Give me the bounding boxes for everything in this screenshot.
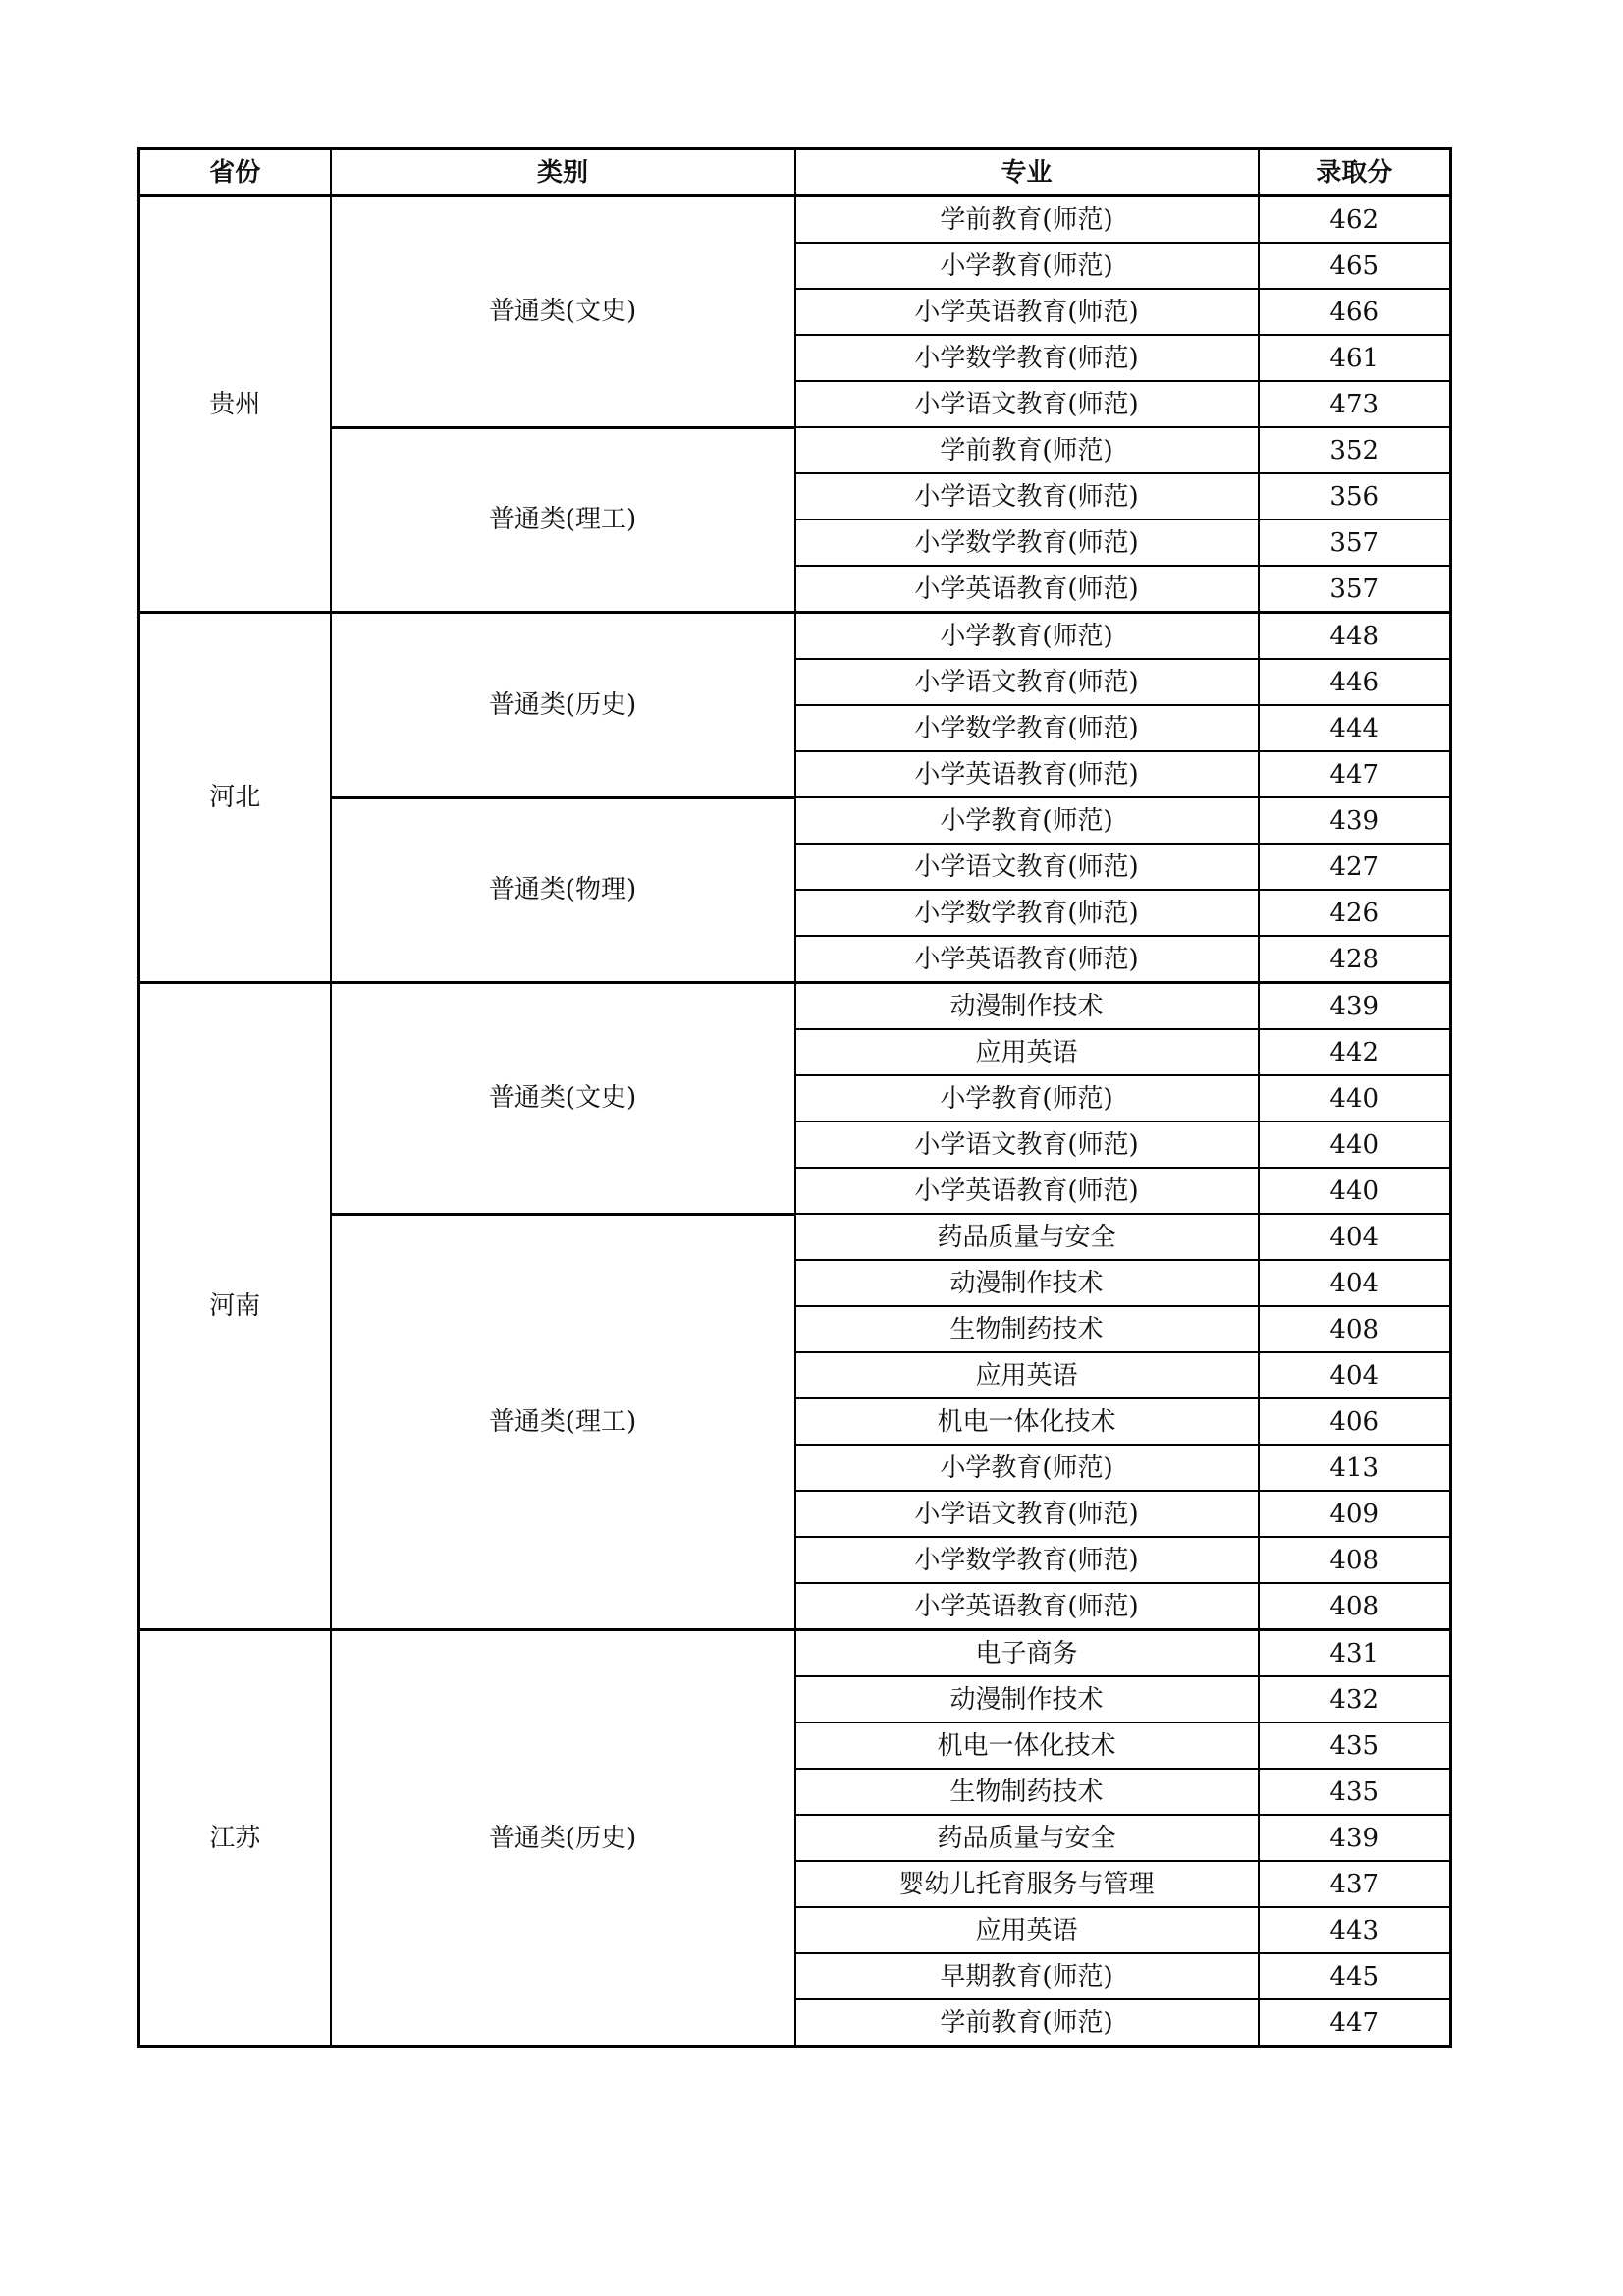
admission-score-sheet [137,147,1449,2048]
major-cell: 小学语文教育(师范) [795,381,1259,427]
major-cell: 小学英语教育(师范) [795,1168,1259,1214]
major-cell: 药品质量与安全 [795,1815,1259,1861]
score-cell: 442 [1259,1029,1451,1075]
category-cell: 普通类(理工) [331,427,795,613]
table-row [139,196,1451,244]
major-cell: 小学语文教育(师范) [795,473,1259,519]
major-cell: 小学教育(师范) [795,1075,1259,1121]
score-cell: 443 [1259,1907,1451,1953]
score-cell: 404 [1259,1214,1451,1260]
score-cell: 466 [1259,289,1451,335]
major-cell: 小学语文教育(师范) [795,1121,1259,1168]
major-cell: 小学数学教育(师范) [795,1537,1259,1583]
major-cell: 小学英语教育(师范) [795,936,1259,983]
major-cell: 小学教育(师范) [795,613,1259,660]
score-cell: 439 [1259,983,1451,1030]
major-cell: 电子商务 [795,1630,1259,1677]
score-cell: 445 [1259,1953,1451,1999]
table-body [139,196,1451,2047]
header-major: 专业 [795,149,1259,196]
score-cell: 439 [1259,1815,1451,1861]
major-cell: 动漫制作技术 [795,1260,1259,1306]
score-cell: 406 [1259,1398,1451,1445]
table-row [139,1630,1451,1677]
header-category: 类别 [331,149,795,196]
major-cell: 小学语文教育(师范) [795,844,1259,890]
major-cell: 小学教育(师范) [795,243,1259,289]
category-cell: 普通类(理工) [331,1214,795,1630]
score-cell: 439 [1259,797,1451,844]
major-cell: 小学数学教育(师范) [795,705,1259,751]
score-cell: 440 [1259,1168,1451,1214]
major-cell: 应用英语 [795,1029,1259,1075]
table-row [139,797,1451,844]
score-cell: 461 [1259,335,1451,381]
score-cell: 437 [1259,1861,1451,1907]
major-cell: 早期教育(师范) [795,1953,1259,1999]
major-cell: 生物制药技术 [795,1769,1259,1815]
table-row [139,427,1451,473]
score-cell: 462 [1259,196,1451,244]
score-cell: 408 [1259,1306,1451,1352]
major-cell: 动漫制作技术 [795,983,1259,1030]
score-cell: 446 [1259,659,1451,705]
score-cell: 356 [1259,473,1451,519]
major-cell: 小学英语教育(师范) [795,289,1259,335]
major-cell: 小学英语教育(师范) [795,1583,1259,1630]
major-cell: 应用英语 [795,1352,1259,1398]
score-cell: 440 [1259,1075,1451,1121]
major-cell: 小学语文教育(师范) [795,1491,1259,1537]
score-cell: 447 [1259,1999,1451,2047]
major-cell: 学前教育(师范) [795,427,1259,473]
score-cell: 404 [1259,1260,1451,1306]
score-cell: 444 [1259,705,1451,751]
major-cell: 机电一体化技术 [795,1398,1259,1445]
category-cell: 普通类(文史) [331,196,795,428]
major-cell: 小学英语教育(师范) [795,751,1259,797]
province-cell: 河北 [139,613,331,983]
province-cell: 江苏 [139,1630,331,2047]
category-cell: 普通类(文史) [331,983,795,1215]
major-cell: 应用英语 [795,1907,1259,1953]
table-row [139,983,1451,1030]
score-cell: 435 [1259,1722,1451,1769]
score-cell: 440 [1259,1121,1451,1168]
table-row [139,613,1451,660]
score-cell: 408 [1259,1583,1451,1630]
score-cell: 447 [1259,751,1451,797]
score-cell: 428 [1259,936,1451,983]
score-cell: 432 [1259,1676,1451,1722]
major-cell: 小学教育(师范) [795,1445,1259,1491]
major-cell: 小学数学教育(师范) [795,335,1259,381]
score-cell: 352 [1259,427,1451,473]
score-cell: 426 [1259,890,1451,936]
major-cell: 动漫制作技术 [795,1676,1259,1722]
major-cell: 学前教育(师范) [795,1999,1259,2047]
major-cell: 生物制药技术 [795,1306,1259,1352]
score-cell: 431 [1259,1630,1451,1677]
major-cell: 小学教育(师范) [795,797,1259,844]
score-cell: 357 [1259,566,1451,613]
score-cell: 427 [1259,844,1451,890]
table-header-row [139,149,1451,196]
score-cell: 465 [1259,243,1451,289]
province-cell: 河南 [139,983,331,1630]
province-cell: 贵州 [139,196,331,613]
major-cell: 小学数学教育(师范) [795,890,1259,936]
score-cell: 357 [1259,519,1451,566]
header-province: 省份 [139,149,331,196]
category-cell: 普通类(历史) [331,1630,795,2047]
major-cell: 小学英语教育(师范) [795,566,1259,613]
major-cell: 小学语文教育(师范) [795,659,1259,705]
major-cell: 小学数学教育(师范) [795,519,1259,566]
score-cell: 413 [1259,1445,1451,1491]
major-cell: 机电一体化技术 [795,1722,1259,1769]
major-cell: 药品质量与安全 [795,1214,1259,1260]
score-cell: 435 [1259,1769,1451,1815]
score-cell: 409 [1259,1491,1451,1537]
category-cell: 普通类(物理) [331,797,795,983]
major-cell: 婴幼儿托育服务与管理 [795,1861,1259,1907]
category-cell: 普通类(历史) [331,613,795,798]
score-cell: 473 [1259,381,1451,427]
admission-score-table [137,147,1452,2048]
header-score: 录取分 [1259,149,1451,196]
score-cell: 448 [1259,613,1451,660]
table-row [139,1214,1451,1260]
score-cell: 408 [1259,1537,1451,1583]
score-cell: 404 [1259,1352,1451,1398]
major-cell: 学前教育(师范) [795,196,1259,244]
